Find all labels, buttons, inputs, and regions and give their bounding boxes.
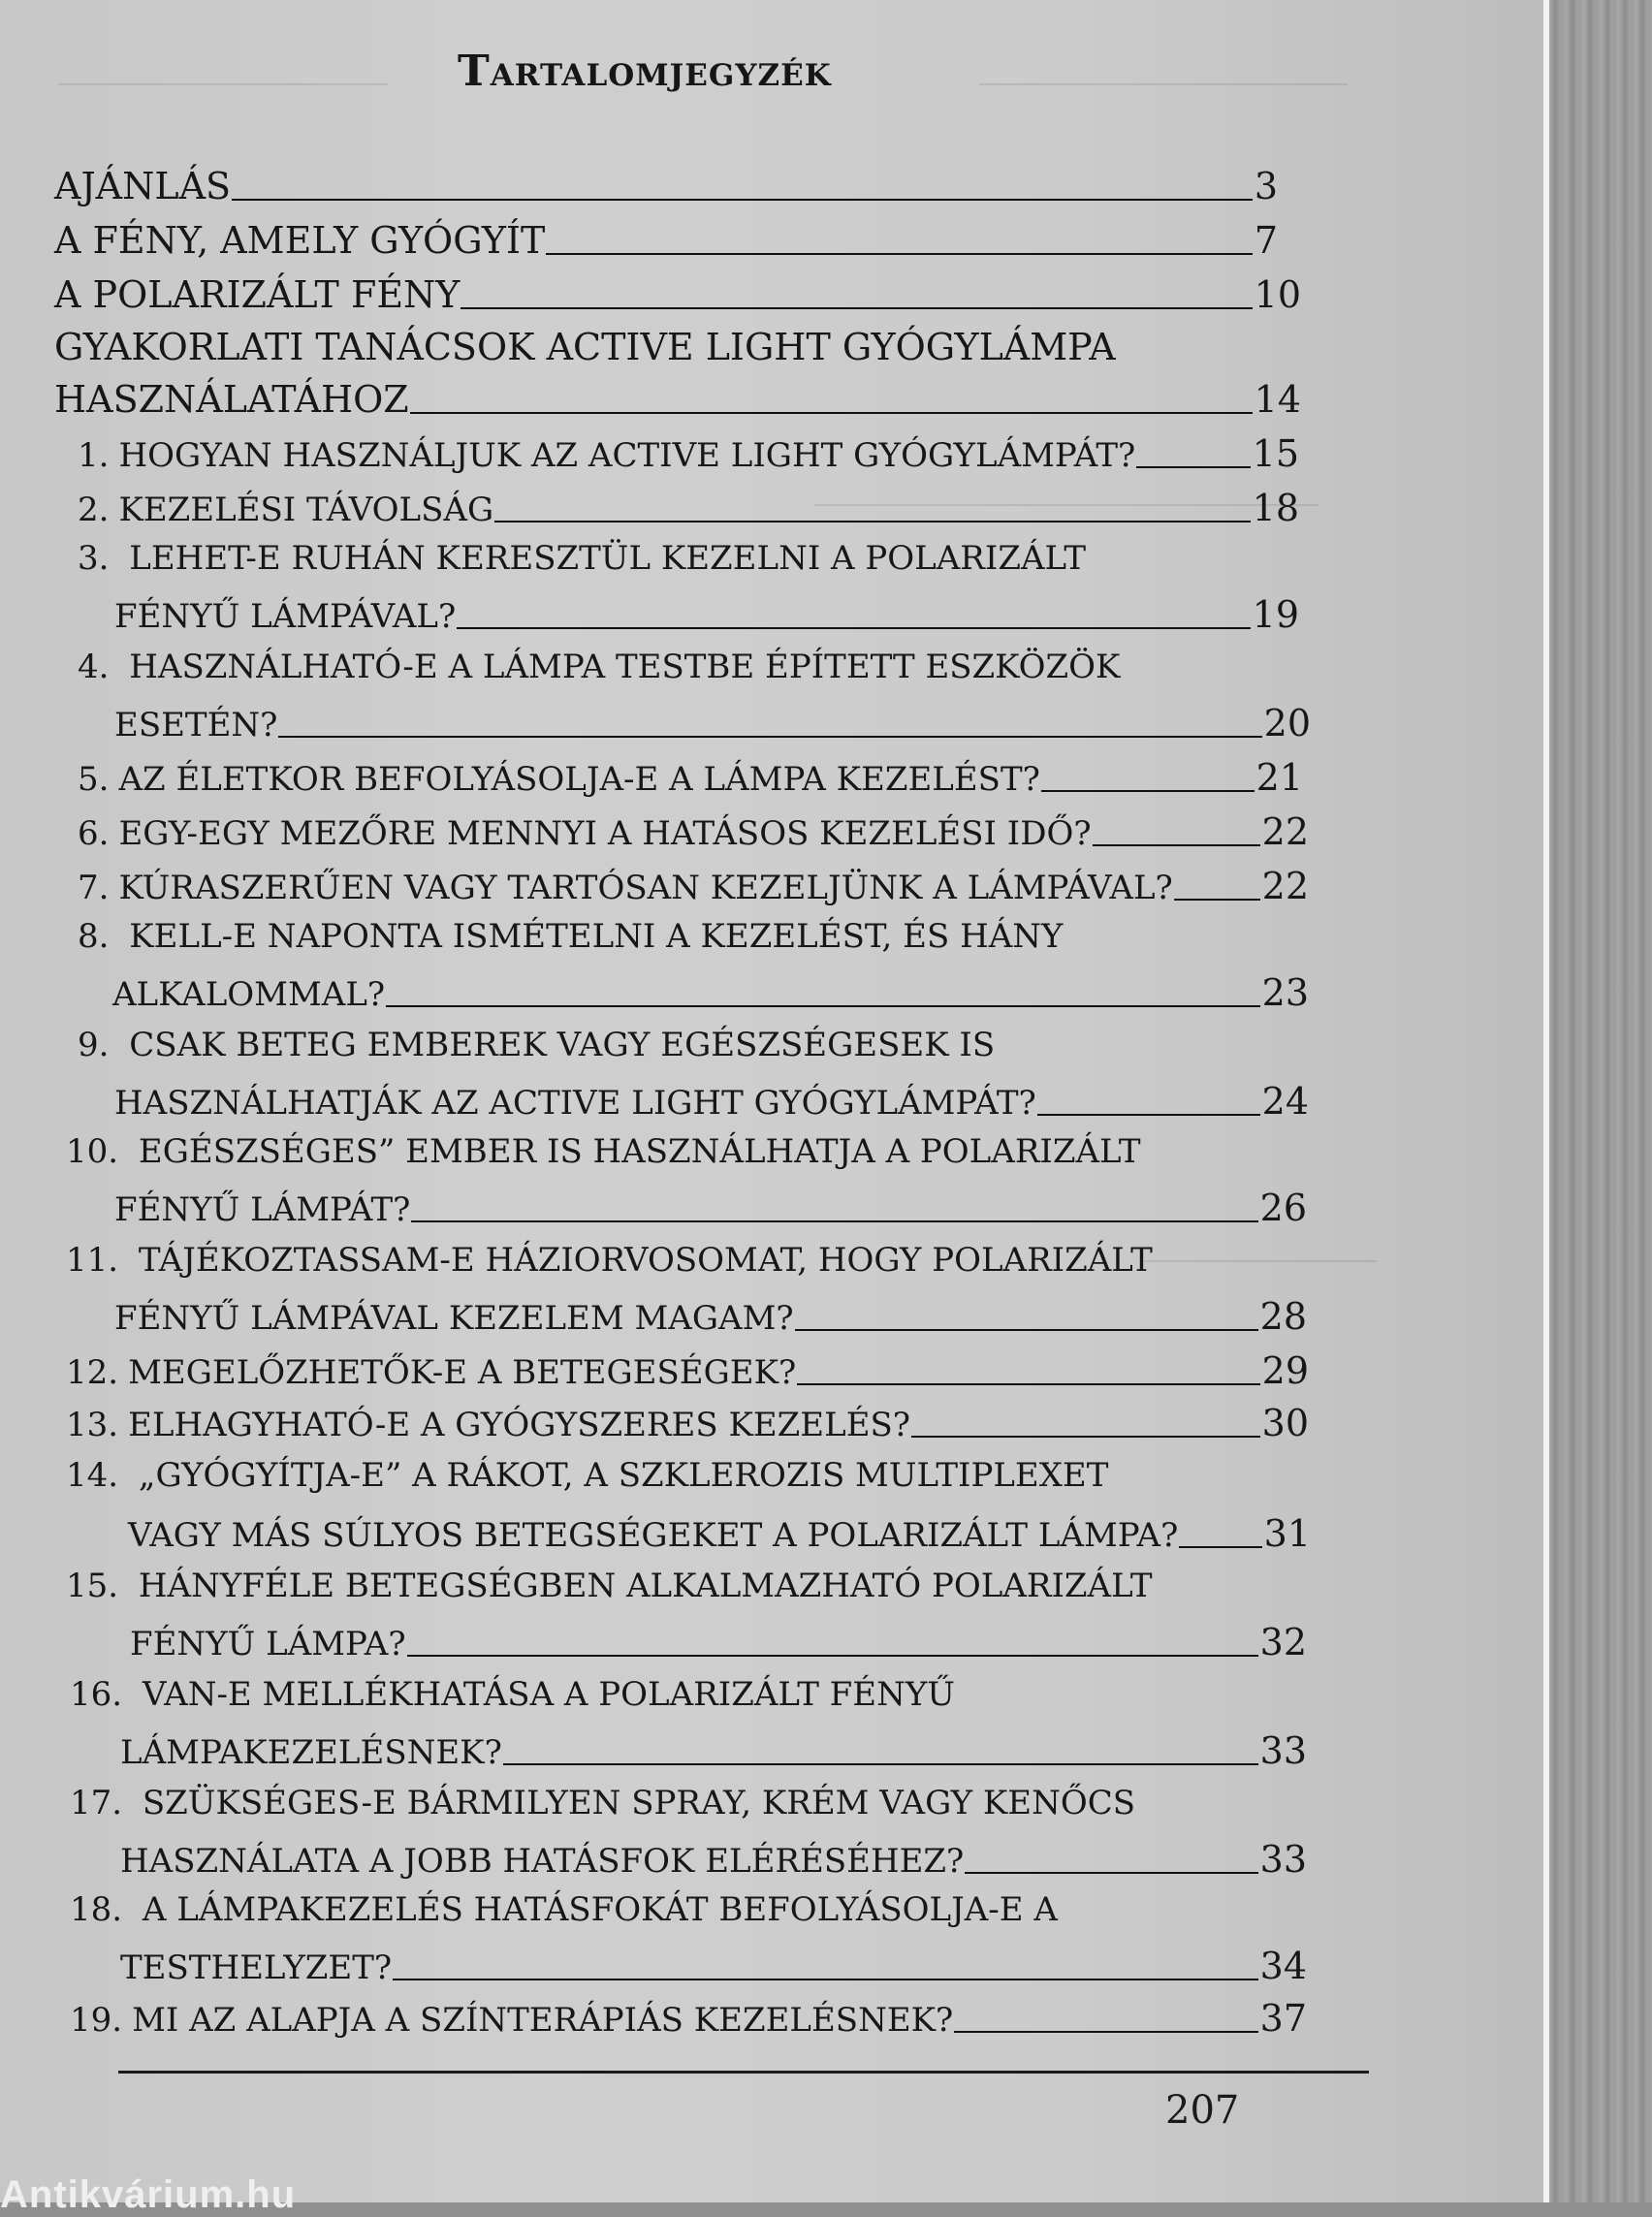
entry-page: 28 [1259,1295,1307,1338]
entry-page: 22 [1261,810,1309,853]
entry-text: SZÜKSÉGES-E BÁRMILYEN SPRAY, KRÉM VAGY KENŐCS [142,1784,1136,1822]
entry-text: HASZNÁLATÁHOZ [54,378,409,421]
entry-page: 18 [1252,487,1299,529]
entry-text: KEZELÉSI TÁVOLSÁG [118,491,494,529]
toc-entry [128,1512,1311,1570]
bleed-through-line [58,83,388,85]
leader-line [546,253,1252,255]
leader-line [386,1005,1259,1007]
entry-number: 16. [70,1675,123,1714]
leader-line [1179,1546,1261,1548]
entry-text: A POLARIZÁLT FÉNY [54,273,461,316]
entry-text: A FÉNY, AMELY GYÓGYÍT [54,219,546,262]
toc-entry [112,971,1309,1029]
page-number: 207 [1165,2088,1240,2133]
entry-text: KÚRASZERŰEN VAGY TARTÓSAN KEZELJÜNK A LÁMPÁVAL? [118,869,1173,907]
toc-entry [120,1945,1307,2003]
entry-text: ESETÉN? [114,706,278,744]
entry-text: A LÁMPAKEZELÉS HATÁSFOKÁT BEFOLYÁSOLJA-E A [142,1890,1058,1929]
leader-line [407,1655,1258,1657]
leader-line [1174,899,1260,901]
entry-text: EGÉSZSÉGES” EMBER IS HASZNÁLHATJA A POLARIZÁLT [138,1132,1141,1171]
entry-text: AZ ÉLETKOR BEFOLYÁSOLJA-E A LÁMPA KEZELÉST? [118,760,1040,799]
entry-text: FÉNYŰ LÁMPÁVAL KEZELEM MAGAM? [114,1299,794,1338]
entry-number: 14. [66,1456,119,1495]
toc-entry [54,165,1278,223]
footer-rule [118,2071,1369,2074]
toc-entry [66,1132,1307,1190]
entry-page: 29 [1261,1349,1309,1392]
entry-number: 19. [70,2001,123,2040]
toc-entry [66,1456,1317,1514]
leader-line [457,627,1250,629]
entry-page: 21 [1255,756,1303,799]
toc-entry [114,1295,1307,1353]
watermark: Antikvárium.hu [0,2173,297,2216]
leader-line [503,1763,1258,1765]
entry-page: 26 [1259,1187,1307,1229]
entry-text: HASZNÁLATA A JOBB HATÁSFOK ELÉRÉSÉHEZ? [120,1842,965,1881]
toc-entry [66,1402,1309,1460]
entry-number: 15. [66,1567,119,1605]
entry-text: HÁNYFÉLE BETEGSÉGBEN ALKALMAZHATÓ POLARIZÁLT [138,1567,1153,1605]
toc-entry [54,273,1301,332]
entry-text: LEHET-E RUHÁN KERESZTÜL KEZELNI A POLARIZÁLT [129,539,1086,578]
entry-text: EGY-EGY MEZŐRE MENNYI A HATÁSOS KEZELÉSI IDŐ? [118,814,1092,853]
entry-page: 30 [1261,1402,1309,1444]
toc-entry [66,1241,1307,1299]
toc-entry [114,593,1299,651]
toc-entry [70,1784,1320,1842]
leader-line [965,1872,1257,1874]
toc-entry [54,326,1315,384]
entry-number: 11. [66,1241,119,1280]
entry-text: ELHAGYHATÓ-E A GYÓGYSZERES KEZELÉS? [128,1406,911,1444]
toc-entry [78,648,1318,706]
entry-text: MI AZ ALAPJA A SZÍNTERÁPIÁS KEZELÉSNEK? [132,2001,954,2040]
toc-entry [66,1349,1309,1408]
toc-entry [70,1997,1307,2055]
toc-entry [78,1026,1299,1084]
toc-entry [114,1187,1307,1245]
toc-entry [54,378,1301,436]
leader-line [1093,844,1260,846]
toc-entry [78,810,1309,869]
toc-entry [130,1621,1307,1679]
entry-text: HOGYAN HASZNÁLJUK AZ ACTIVE LIGHT GYÓGYLÁMPÁT? [118,436,1136,475]
entry-number: 5. [78,760,110,799]
entry-text: VAGY MÁS SÚLYOS BETEGSÉGEKET A POLARIZÁLT LÁMPA? [128,1516,1179,1555]
toc-entry [54,219,1278,277]
entry-number: 1. [78,436,110,475]
toc-entry [70,1890,1320,1948]
toc-entry [78,865,1309,923]
entry-page: 37 [1259,1997,1307,2040]
leader-line [232,199,1253,201]
leader-line [411,1220,1257,1222]
page-title: Tartalomjegyzék [458,47,832,96]
leader-line [410,412,1253,414]
leader-line [1041,790,1255,792]
entry-page: 33 [1259,1729,1307,1772]
entry-page: 32 [1259,1621,1307,1663]
entry-page: 19 [1252,593,1299,636]
entry-page: 20 [1263,702,1311,744]
entry-number: 4. [78,648,110,686]
entry-number: 9. [78,1026,110,1064]
entry-text: CSAK BETEG EMBEREK VAGY EGÉSZSÉGESEK IS [129,1026,996,1064]
entry-text: „GYÓGYÍTJA-E” A RÁKOT, A SZKLEROZIS MULTIPLEXET [138,1456,1109,1495]
bleed-through-line [979,83,1348,85]
entry-page: 10 [1254,273,1301,316]
leader-line [393,1979,1258,1980]
leader-line [494,521,1251,523]
leader-line [1136,466,1250,468]
toc-entry [114,1080,1309,1138]
toc-entry [120,1838,1307,1896]
entry-text: FÉNYŰ LÁMPÁVAL? [114,597,457,636]
entry-number: 12. [66,1353,119,1392]
entry-text: HASZNÁLHATJÁK AZ ACTIVE LIGHT GYÓGYLÁMPÁT? [114,1084,1036,1123]
entry-number: 3. [78,539,110,578]
entry-text: ALKALOMMAL? [112,975,386,1014]
entry-text: LÁMPAKEZELÉSNEK? [120,1733,502,1772]
entry-page: 33 [1259,1838,1307,1881]
entry-page: 24 [1261,1080,1309,1123]
toc-entry [78,756,1303,814]
entry-number: 18. [70,1890,123,1929]
toc-entry [66,1567,1317,1625]
entry-text: TESTHELYZET? [120,1948,393,1987]
toc-entry [78,432,1299,491]
entry-text: FÉNYŰ LÁMPÁT? [114,1190,411,1229]
entry-number: 17. [70,1784,123,1822]
entry-page: 23 [1261,971,1309,1014]
entry-number: 13. [66,1406,119,1444]
page-edge-stack [1543,0,1652,2202]
leader-line [461,307,1252,309]
entry-text: GYAKORLATI TANÁCSOK ACTIVE LIGHT GYÓGYLÁMPA [54,326,1116,368]
entry-text: AJÁNLÁS [54,165,232,207]
leader-line [1037,1114,1260,1116]
toc-entry [78,539,1299,597]
toc-entry [78,917,1299,975]
leader-line [911,1436,1260,1438]
entry-page: 14 [1254,378,1301,421]
leader-line [797,1383,1259,1385]
entry-number: 8. [78,917,110,956]
entry-page: 7 [1254,219,1278,262]
entry-page: 22 [1261,865,1309,907]
entry-text: HASZNÁLHATÓ-E A LÁMPA TESTBE ÉPÍTETT ESZKÖZÖK [129,648,1121,686]
toc-entry [120,1729,1307,1788]
entry-page: 15 [1252,432,1299,475]
leader-line [278,736,1261,738]
entry-text: FÉNYŰ LÁMPA? [130,1625,406,1663]
entry-text: TÁJÉKOZTASSAM-E HÁZIORVOSOMAT, HOGY POLARIZÁLT [138,1241,1153,1280]
entry-page: 34 [1259,1945,1307,1987]
entry-number: 2. [78,491,110,529]
entry-number: 10. [66,1132,119,1171]
toc-entry [114,702,1311,760]
entry-text: KELL-E NAPONTA ISMÉTELNI A KEZELÉST, ÉS HÁNY [129,917,1064,956]
toc-entry [70,1675,1311,1733]
leader-line [795,1329,1258,1331]
entry-page: 31 [1263,1512,1311,1555]
entry-number: 6. [78,814,110,853]
entry-number: 7. [78,869,110,907]
leader-line [954,2031,1257,2033]
toc-entry [78,487,1299,545]
entry-page: 3 [1254,165,1278,207]
entry-text: VAN-E MELLÉKHATÁSA A POLARIZÁLT FÉNYŰ [142,1675,955,1714]
entry-text: MEGELŐZHETŐK-E A BETEGESÉGEK? [128,1353,797,1392]
